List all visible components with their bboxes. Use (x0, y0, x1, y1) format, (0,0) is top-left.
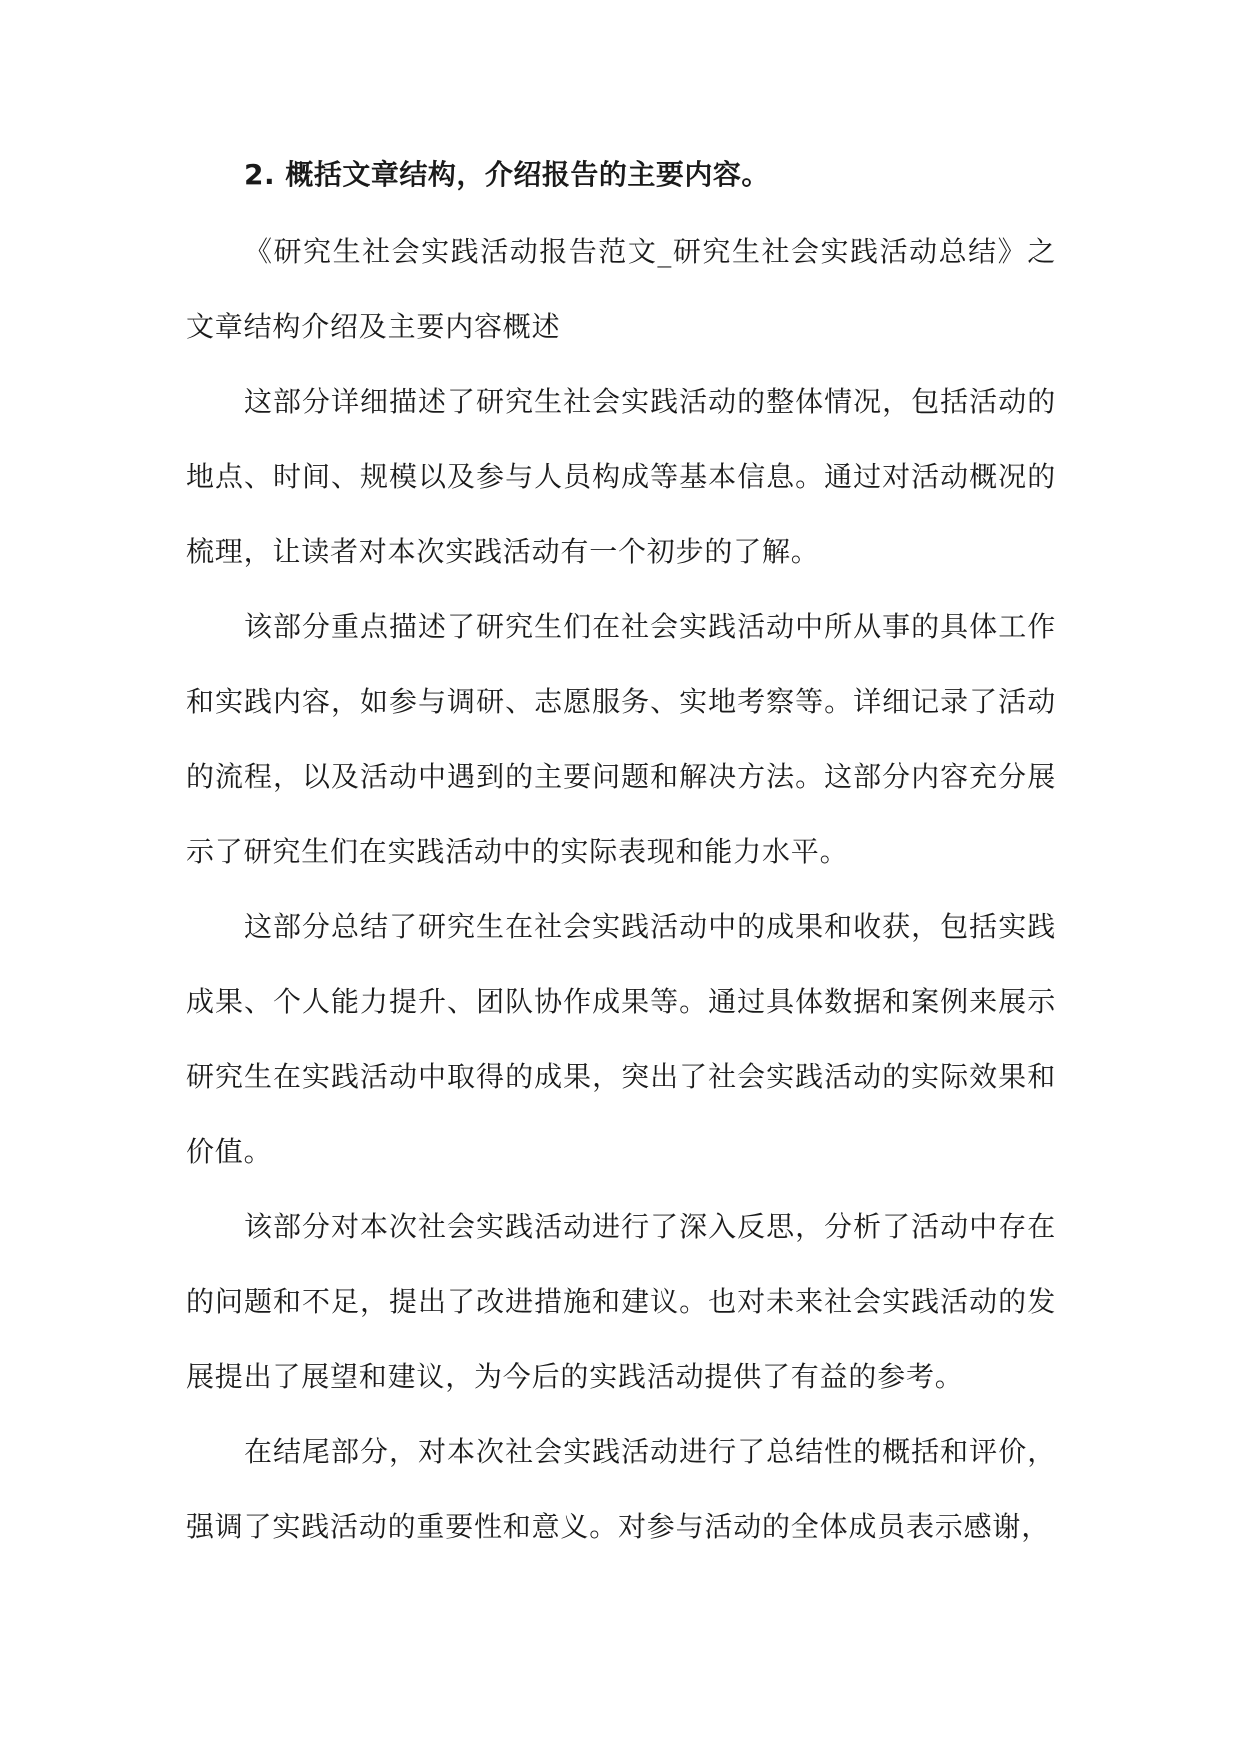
paragraph-reflection: 该部分对本次社会实践活动进行了深入反思，分析了活动中存在的问题和不足，提出了改进措施和建议。也对未来社会实践活动的发展提出了展望和建议，为今后的实践活动提供了有益的参考。 (186, 1210, 1056, 1393)
document-body (186, 140, 1056, 1564)
paragraph-intro: 《研究生社会实践活动报告范文_研究生社会实践活动总结》之文章结构介绍及主要内容概述 (186, 235, 1056, 343)
section-heading: 2. 概括文章结构，介绍报告的主要内容。 (244, 158, 770, 191)
paragraph-overview: 这部分详细描述了研究生社会实践活动的整体情况，包括活动的地点、时间、规模以及参与人员构成等基本信息。通过对活动概况的梳理，让读者对本次实践活动有一个初步的了解。 (186, 385, 1056, 568)
paragraph-achievements: 这部分总结了研究生在社会实践活动中的成果和收获，包括实践成果、个人能力提升、团队协作成果等。通过具体数据和案例来展示研究生在实践活动中取得的成果，突出了社会实践活动的实际效果和价值。 (186, 910, 1056, 1168)
paragraph-conclusion: 在结尾部分，对本次社会实践活动进行了总结性的概括和评价，强调了实践活动的重要性和意义。对参与活动的全体成员表示感谢， (186, 1435, 1056, 1543)
paragraph-work-content: 该部分重点描述了研究生们在社会实践活动中所从事的具体工作和实践内容，如参与调研、志愿服务、实地考察等。详细记录了活动的流程，以及活动中遇到的主要问题和解决方法。这部分内容充分展示了研究生们在实践活动中的实际表现和能力水平。 (186, 610, 1056, 868)
